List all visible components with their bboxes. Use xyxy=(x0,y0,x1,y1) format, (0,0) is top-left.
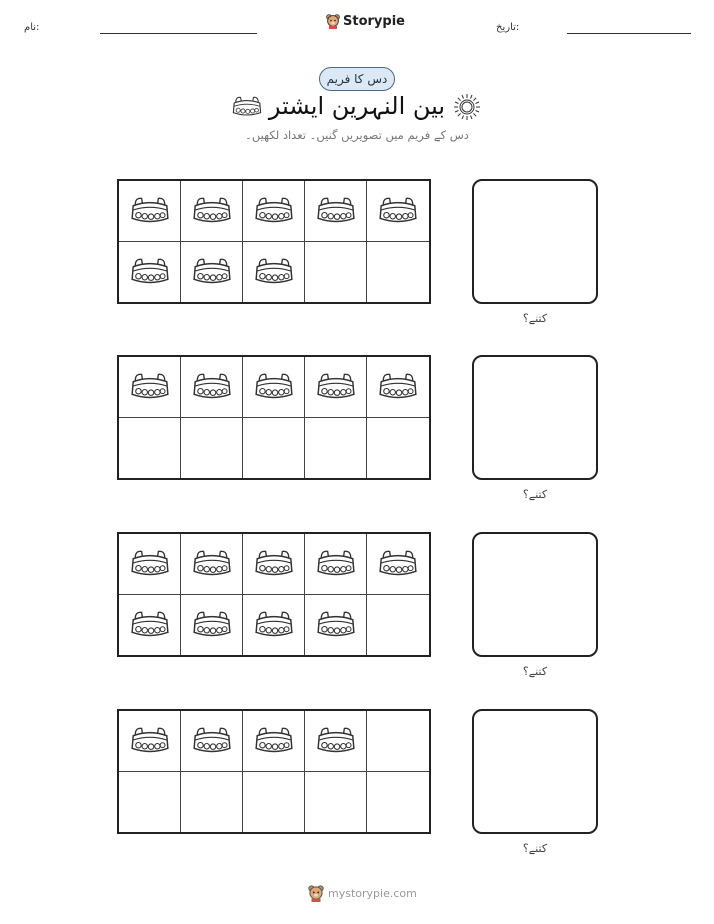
frame-cell xyxy=(367,418,429,479)
answer-box[interactable] xyxy=(472,532,598,657)
frame-cell xyxy=(119,772,181,833)
frame-cell xyxy=(119,534,181,595)
ring-icon xyxy=(129,195,171,227)
answer-box[interactable] xyxy=(472,355,598,480)
ring-icon xyxy=(377,371,419,403)
ring-icon xyxy=(253,371,295,403)
page-title: بین النہرین ایشتر xyxy=(268,92,446,120)
frame-cell xyxy=(243,595,305,656)
frame-cell xyxy=(119,418,181,479)
frame-cell xyxy=(305,534,367,595)
brand-name: Storypie xyxy=(343,13,405,29)
how-many-label: کتنے؟ xyxy=(522,488,548,501)
frame-cell xyxy=(119,595,181,656)
ring-icon xyxy=(315,371,357,403)
frame-cell xyxy=(367,534,429,595)
frame-cell xyxy=(367,357,429,418)
ring-icon xyxy=(253,609,295,641)
ten-frame xyxy=(117,709,431,834)
frame-cell xyxy=(367,711,429,772)
ten-frame xyxy=(117,355,431,480)
ring-icon xyxy=(253,725,295,757)
frame-cell xyxy=(243,772,305,833)
frame-cell xyxy=(367,181,429,242)
footer-url: mystorypie.com xyxy=(328,886,417,900)
frame-cell xyxy=(367,242,429,303)
frame-cell xyxy=(367,595,429,656)
frame-cell xyxy=(243,711,305,772)
frame-cell xyxy=(181,418,243,479)
name-line[interactable] xyxy=(100,33,257,34)
ring-icon xyxy=(191,195,233,227)
storypie-logo xyxy=(326,13,405,29)
ring-icon xyxy=(191,609,233,641)
frame-cell xyxy=(305,711,367,772)
frame-cell xyxy=(367,772,429,833)
ring-icon xyxy=(129,725,171,757)
ring-icon xyxy=(129,371,171,403)
ring-icon xyxy=(377,195,419,227)
ring-icon xyxy=(253,195,295,227)
frame-cell xyxy=(181,595,243,656)
frame-cell xyxy=(305,595,367,656)
ring-icon xyxy=(191,725,233,757)
frame-cell xyxy=(305,772,367,833)
ring-icon xyxy=(315,609,357,641)
frame-cell xyxy=(181,772,243,833)
ring-icon xyxy=(253,256,295,288)
ring-icon xyxy=(129,609,171,641)
ring-icon xyxy=(191,256,233,288)
ring-icon xyxy=(191,371,233,403)
frame-cell xyxy=(305,418,367,479)
frame-cell xyxy=(305,242,367,303)
bear-mascot-icon xyxy=(308,884,324,902)
frame-cell xyxy=(243,181,305,242)
ring-icon xyxy=(253,548,295,580)
bear-mascot-icon xyxy=(326,13,340,29)
frame-cell xyxy=(243,418,305,479)
footer xyxy=(308,884,417,902)
how-many-label: کتنے؟ xyxy=(522,842,548,855)
frame-cell xyxy=(243,534,305,595)
ten-frame xyxy=(117,532,431,657)
name-label: نام: xyxy=(24,22,40,33)
frame-cell xyxy=(305,357,367,418)
ring-icon xyxy=(129,256,171,288)
frame-cell xyxy=(305,181,367,242)
frame-cell xyxy=(181,534,243,595)
frame-cell xyxy=(119,242,181,303)
ring-icon xyxy=(315,195,357,227)
frame-cell xyxy=(181,357,243,418)
answer-box[interactable] xyxy=(472,709,598,834)
frame-cell xyxy=(119,711,181,772)
frame-cell xyxy=(181,711,243,772)
how-many-label: کتنے؟ xyxy=(522,312,548,325)
frame-cell xyxy=(119,181,181,242)
ring-icon xyxy=(315,725,357,757)
ring-icon xyxy=(315,548,357,580)
sun-icon xyxy=(452,92,482,122)
ring-icon xyxy=(129,548,171,580)
answer-box[interactable] xyxy=(472,179,598,304)
ten-frame xyxy=(117,179,431,304)
frame-cell xyxy=(243,242,305,303)
date-label: تاریخ: xyxy=(496,22,520,33)
date-line[interactable] xyxy=(567,33,691,34)
frame-cell xyxy=(181,181,243,242)
frame-cell xyxy=(181,242,243,303)
ring-icon xyxy=(377,548,419,580)
instructions: دس کے فریم میں تصویریں گنیں۔ تعداد لکھیں۔ xyxy=(245,128,469,142)
how-many-label: کتنے؟ xyxy=(522,665,548,678)
frame-cell xyxy=(119,357,181,418)
ring-icon xyxy=(191,548,233,580)
frame-cell xyxy=(243,357,305,418)
ten-frame-badge: دس کا فریم xyxy=(319,67,395,91)
